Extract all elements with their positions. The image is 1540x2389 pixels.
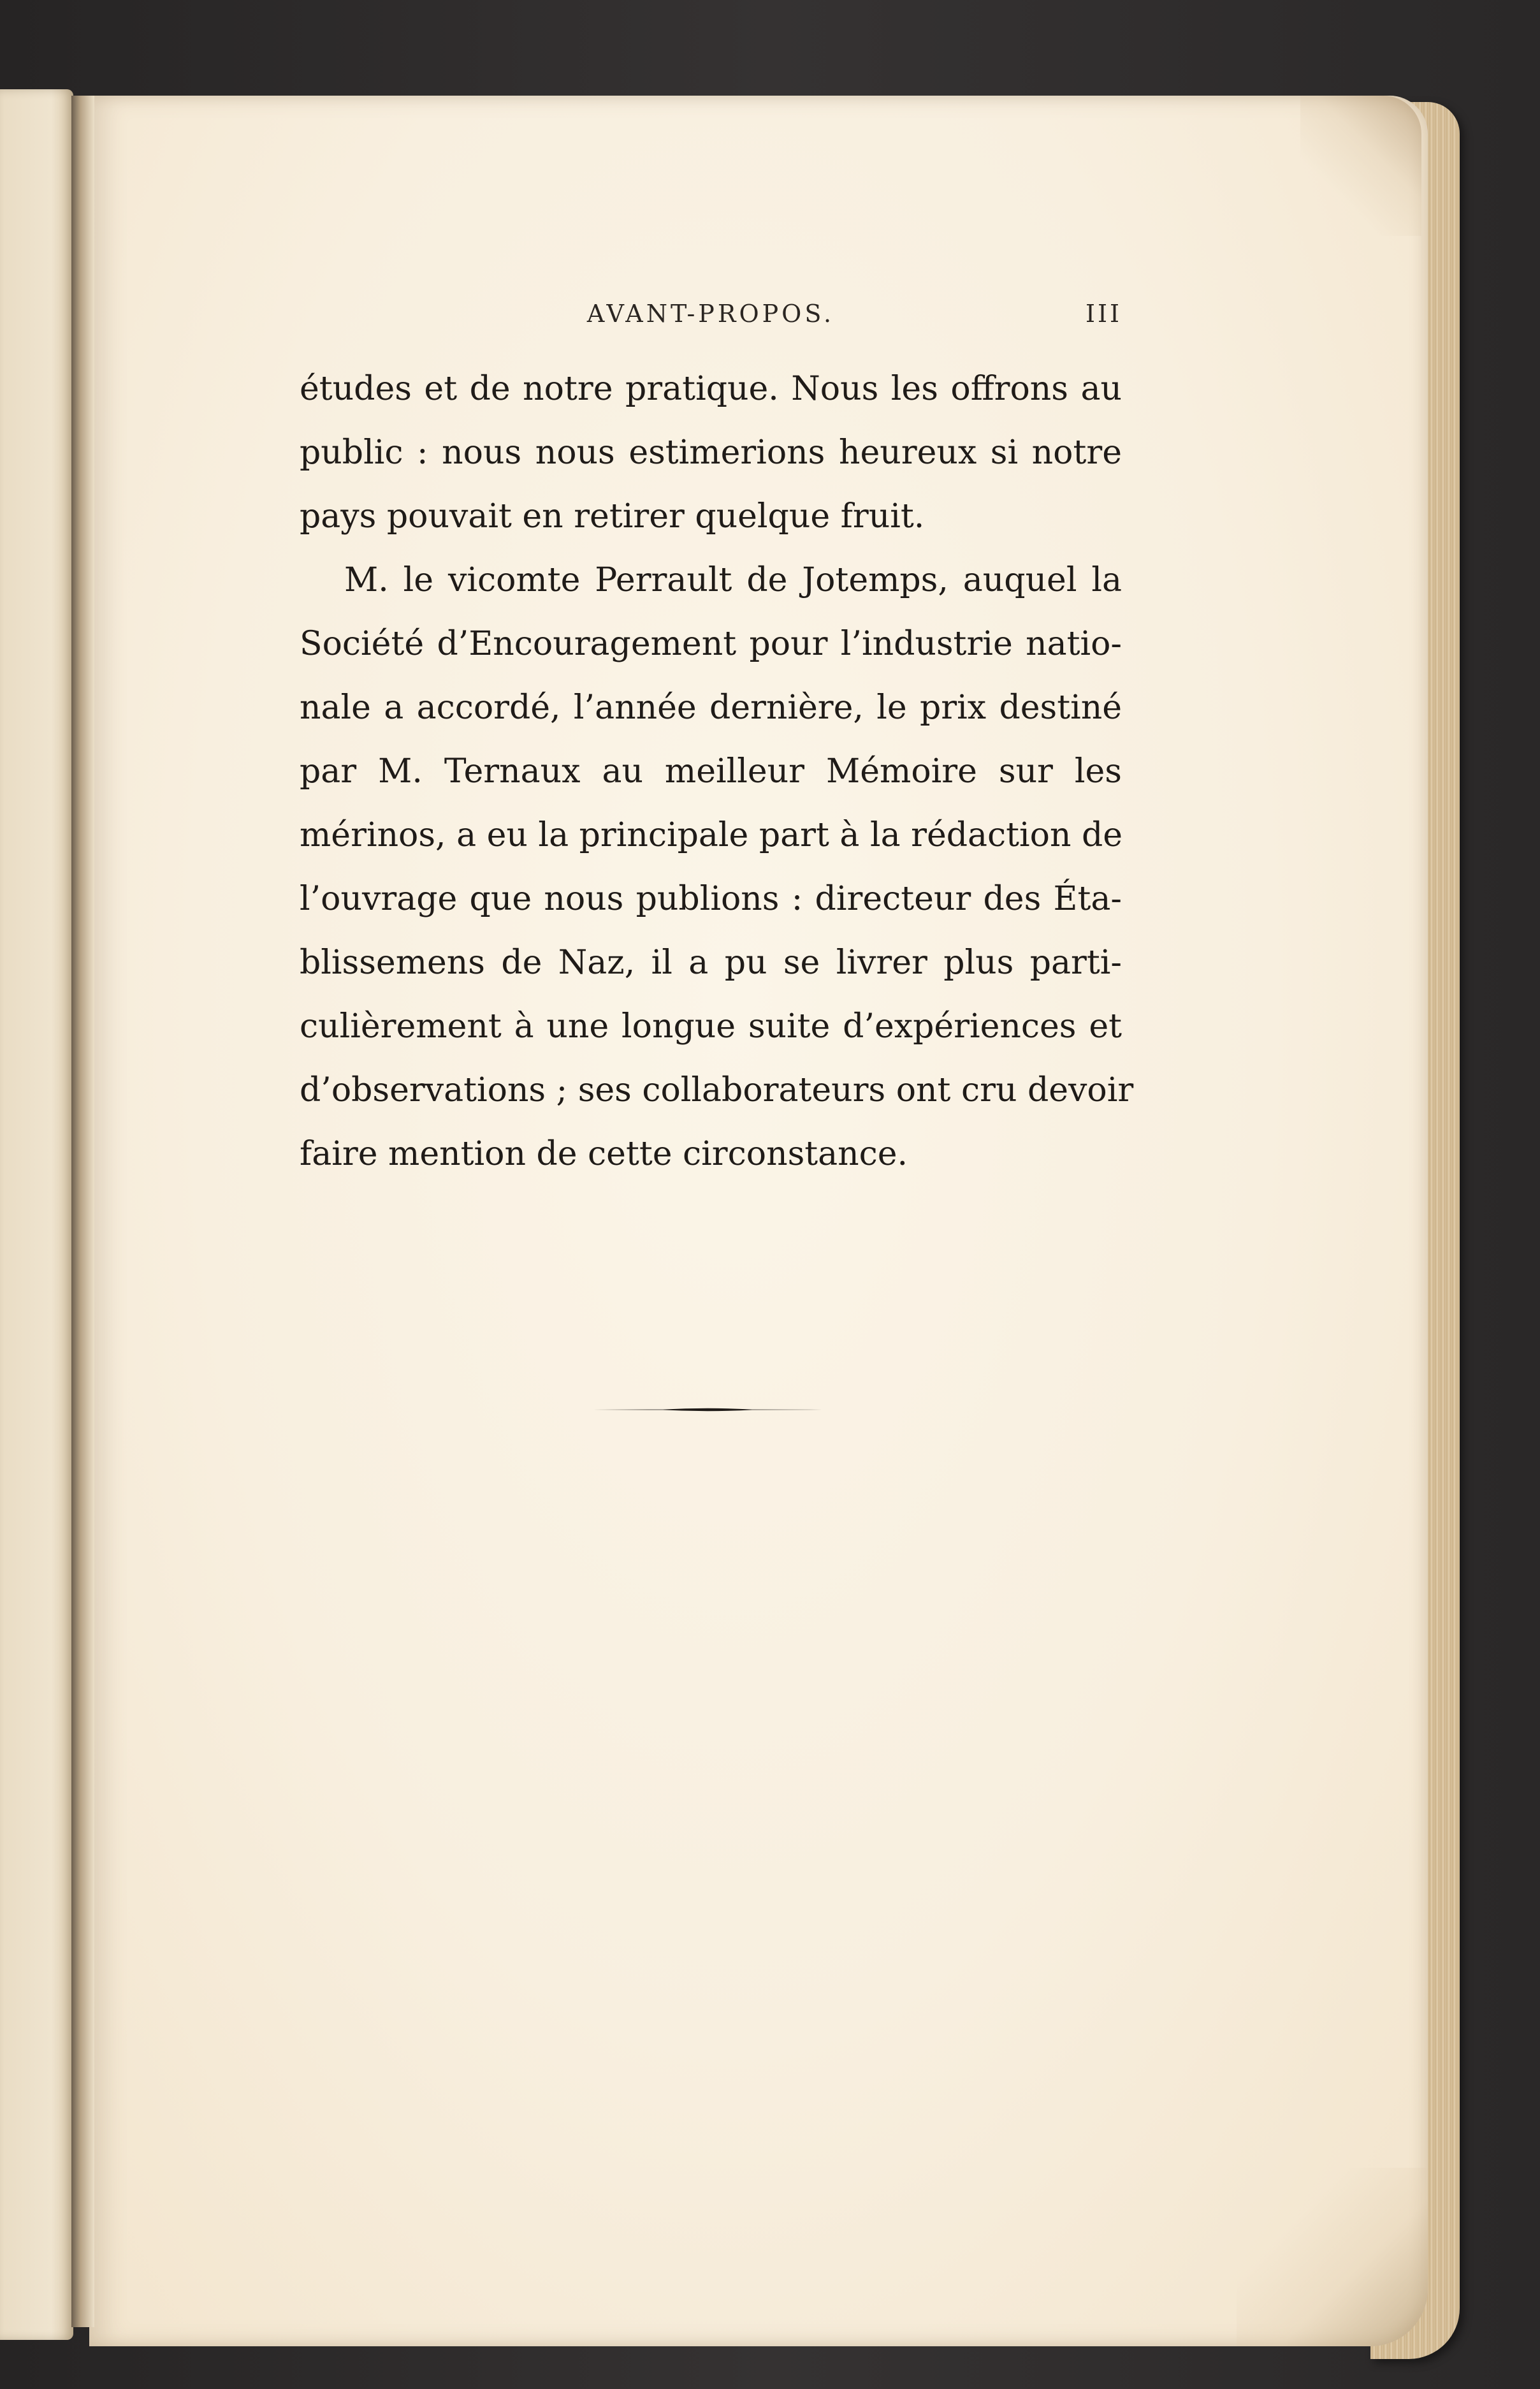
paragraph-1 (300, 357, 1122, 548)
text-line: faire mention de cette circonstance. (300, 1135, 908, 1173)
page-header (300, 300, 1122, 344)
text-line: d’observations ; ses collaborateurs ont cru devoir (300, 1071, 1134, 1109)
text-line: public : nous nous estimerions heureux si notre (300, 434, 1122, 472)
text-line: pays pouvait en retirer quelque fruit. (300, 497, 925, 536)
text-line: Société d’Encouragement pour l’industrie natio- (300, 625, 1122, 663)
left-page-edge (0, 89, 73, 2340)
paragraph-2 (300, 548, 1134, 1186)
text-line: M. le vicomte Perrault de Jotemps, auquel la (344, 561, 1122, 599)
worn-top-corner (1300, 96, 1421, 236)
tail-piece-rule-icon (593, 1406, 822, 1414)
text-line: par M. Ternaux au meilleur Mémoire sur les (300, 752, 1122, 791)
text-line: mérinos, a eu la principale part à la rédaction de (300, 816, 1123, 854)
body-text (300, 357, 1134, 1186)
text-line: l’ouvrage que nous publions : directeur des Éta- (300, 880, 1122, 918)
text-line: nale a accordé, l’année dernière, le prix destiné (300, 689, 1122, 727)
page-number: III (1085, 300, 1122, 328)
text-line: études et de notre pratique. Nous les offrons au (300, 370, 1122, 408)
worn-bottom-corner (1237, 2168, 1428, 2346)
text-line: blissemens de Naz, il a pu se livrer plus parti- (300, 944, 1122, 982)
text-line: culièrement à une longue suite d’expériences et (300, 1007, 1122, 1046)
book-gutter (71, 96, 94, 2327)
running-head: AVANT-PROPOS. (586, 300, 835, 328)
